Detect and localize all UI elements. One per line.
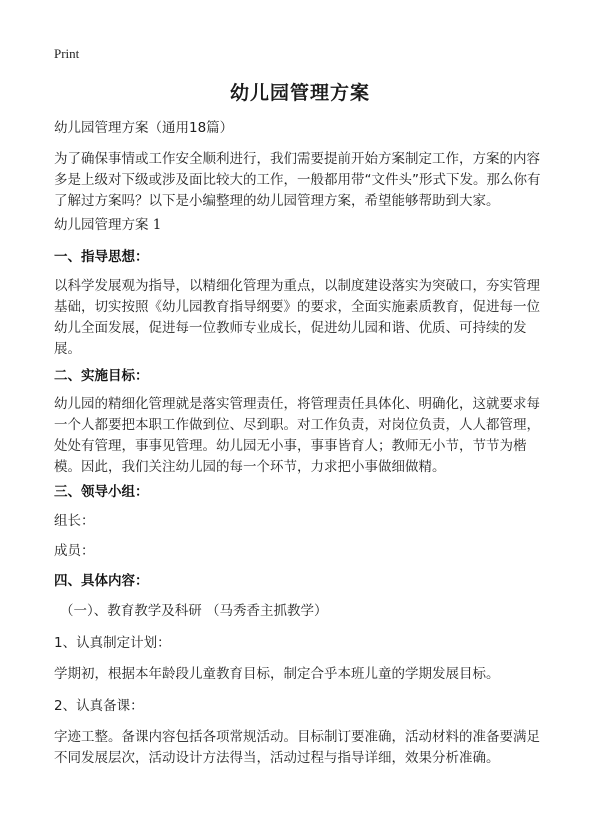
document-subtitle: 幼儿园管理方案（通用18篇）: [54, 120, 234, 136]
heading-specific-content: 四、具体内容：: [54, 573, 149, 589]
intro-paragraph: 为了确保事情或工作安全顺利进行，我们需要提前开始方案制定工作，方案的内容多是上级对下级或涉及面比较大的工作，一般都用带“文件头”形式下发。那么你有了解过方案吗？以下是小编整理的幼儿园管理方案，希望能够帮助到大家。: [54, 151, 541, 209]
leader-label: 组长：: [54, 513, 95, 529]
heading-leadership-group: 三、领导小组：: [54, 484, 149, 500]
subsection-teaching-research: （一）、教育教学及科研 （马秀香主抓教学）: [60, 603, 328, 619]
item-lesson-prep: 2、认真备课：: [54, 698, 144, 714]
heading-guiding-ideology: 一、指导思想：: [54, 249, 149, 265]
print-link[interactable]: Print: [54, 46, 80, 61]
members-label: 成员：: [54, 543, 95, 559]
section-title: 幼儿园管理方案 1: [54, 217, 162, 233]
paragraph-implementation-goals: 幼儿园的精细化管理就是落实管理责任，将管理责任具体化、明确化，这就要求每一个人都要把本职工作做到位、尽到职。对工作负责，对岗位负责，人人都管理，处处有管理，事事见管理。幼儿园无小事，事事皆育人；教师无小节，节节为楷模。因此，我们关注幼儿园的每一个环节，力求把小事做细做精。: [54, 396, 540, 475]
heading-implementation-goals: 二、实施目标：: [54, 368, 149, 384]
page-title: 幼儿园管理方案: [229, 82, 370, 104]
paragraph-guiding-ideology: 以科学发展观为指导，以精细化管理为重点，以制度建设落实为突破口，夯实管理基础，切实按照《幼儿园教育指导纲要》的要求，全面实施素质教育，促进每一位幼儿全面发展，促进每一位教师专业成长，促进幼儿园和谐、优质、可持续的发展。: [54, 278, 540, 357]
item-make-plan: 1、认真制定计划：: [54, 635, 171, 651]
item-make-plan-body: 学期初，根据本年龄段儿童教育目标，制定合乎本班儿童的学期发展目标。: [54, 666, 500, 682]
item-lesson-prep-body: 字迹工整。备课内容包括各项常规活动。目标制订要准确，活动材料的准备要满足不同发展层次，活动设计方法得当，活动过程与指导详细，效果分析准确。: [54, 729, 540, 766]
